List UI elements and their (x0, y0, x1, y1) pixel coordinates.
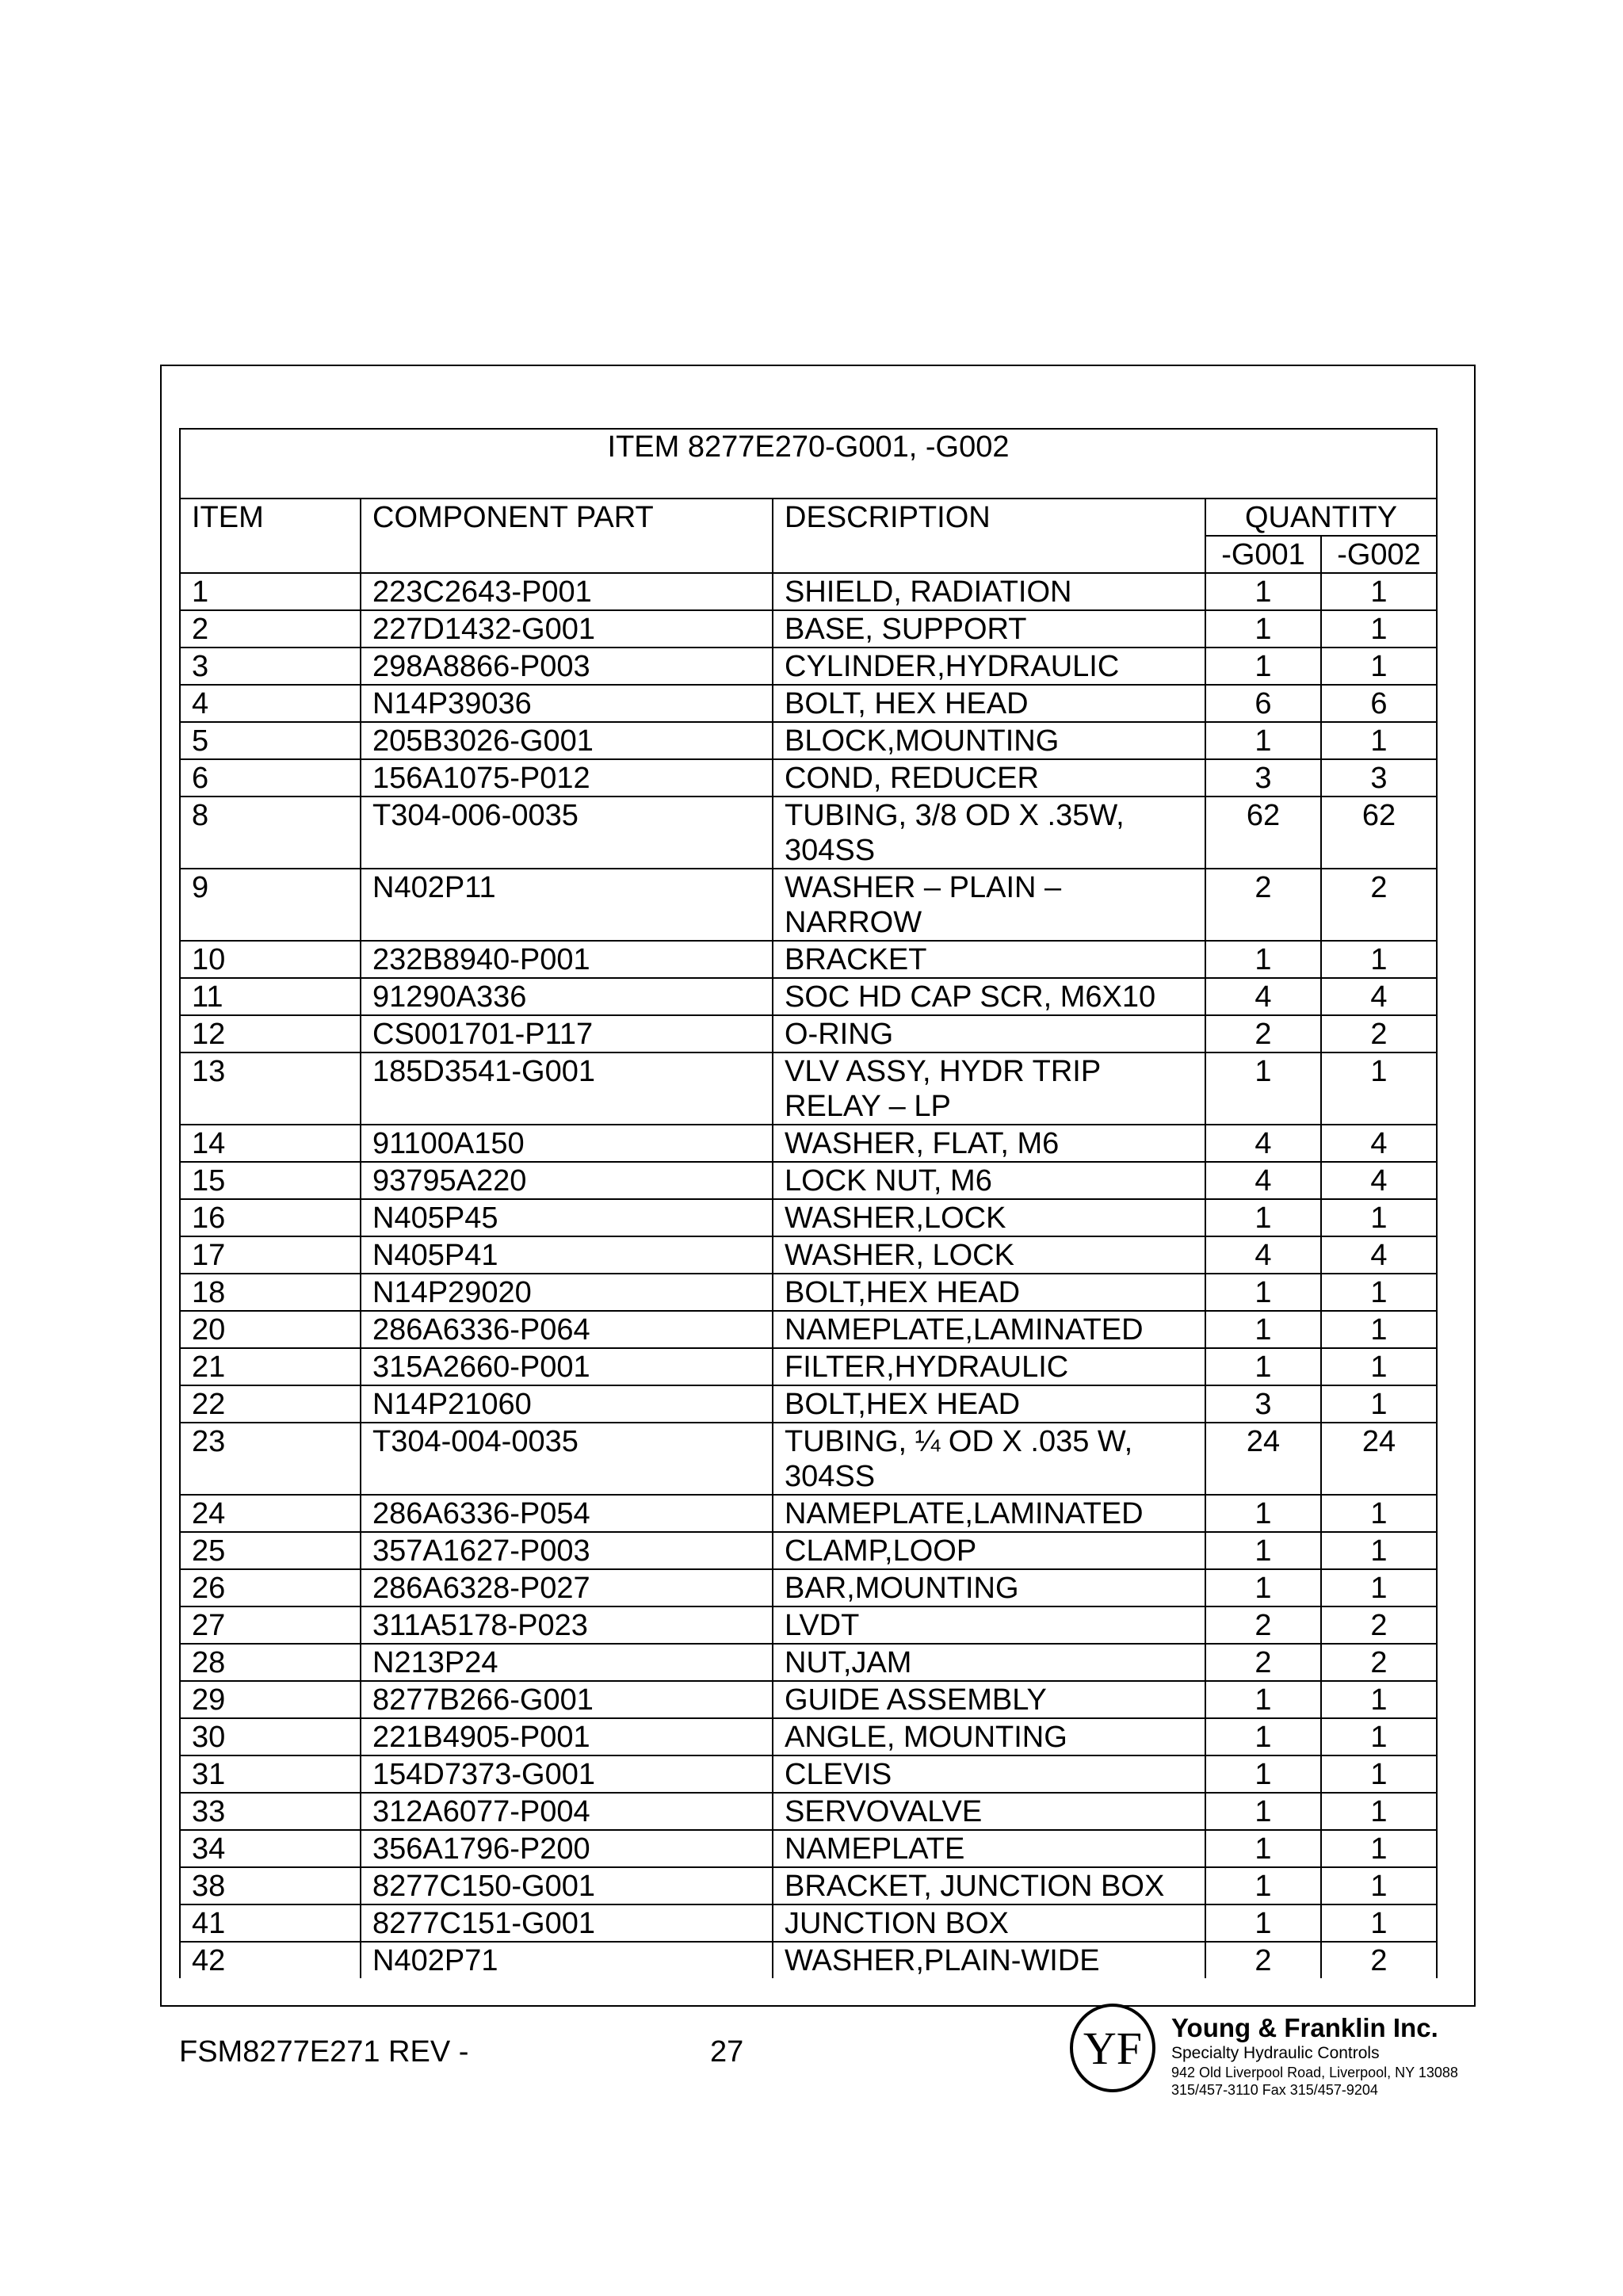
cell-item: 30 (180, 1718, 361, 1755)
cell-description: NAMEPLATE (773, 1830, 1205, 1867)
cell-component-part: 8277C150-G001 (361, 1867, 773, 1904)
bill-of-materials-table (179, 428, 1438, 1978)
table-row (180, 1125, 1437, 1162)
cell-description: COND, REDUCER (773, 759, 1205, 797)
cell-description: FILTER,HYDRAULIC (773, 1348, 1205, 1385)
cell-qty-g002: 1 (1321, 1830, 1437, 1867)
cell-qty-g001: 1 (1205, 1830, 1321, 1867)
cell-qty-g001: 1 (1205, 1348, 1321, 1385)
cell-description: WASHER,LOCK (773, 1199, 1205, 1236)
cell-item: 28 (180, 1644, 361, 1681)
cell-qty-g001: 4 (1205, 1236, 1321, 1274)
cell-component-part: N14P29020 (361, 1274, 773, 1311)
company-name: Young & Franklin Inc. (1171, 2013, 1438, 2042)
cell-component-part: CS001701-P117 (361, 1015, 773, 1052)
cell-component-part: 311A5178-P023 (361, 1606, 773, 1644)
cell-qty-g002: 1 (1321, 1199, 1437, 1236)
table-row (180, 1199, 1437, 1236)
cell-qty-g001: 1 (1205, 648, 1321, 685)
cell-description: O-RING (773, 1015, 1205, 1052)
cell-qty-g002: 4 (1321, 1125, 1437, 1162)
table-row (180, 610, 1437, 648)
cell-component-part: 93795A220 (361, 1162, 773, 1199)
cell-component-part: 232B8940-P001 (361, 941, 773, 978)
cell-qty-g001: 1 (1205, 722, 1321, 759)
table-row (180, 1718, 1437, 1755)
cell-qty-g002: 1 (1321, 1681, 1437, 1718)
cell-qty-g002: 2 (1321, 1942, 1437, 1978)
table-row (180, 1793, 1437, 1830)
page-number: 27 (710, 2035, 744, 2069)
cell-item: 6 (180, 759, 361, 797)
cell-item: 42 (180, 1942, 361, 1978)
logo-letters: YF (1083, 2023, 1143, 2074)
company-phone: 315/457-3110 Fax 315/457-9204 (1171, 2082, 1378, 2098)
cell-description: WASHER – PLAIN – NARROW (773, 869, 1205, 941)
table-row (180, 648, 1437, 685)
cell-description: CYLINDER,HYDRAULIC (773, 648, 1205, 685)
cell-qty-g002: 1 (1321, 573, 1437, 610)
cell-qty-g002: 4 (1321, 1236, 1437, 1274)
table-row (180, 869, 1437, 941)
cell-qty-g002: 1 (1321, 941, 1437, 978)
cell-item: 15 (180, 1162, 361, 1199)
cell-item: 1 (180, 573, 361, 610)
cell-qty-g001: 1 (1205, 1532, 1321, 1569)
cell-item: 18 (180, 1274, 361, 1311)
cell-description: WASHER,PLAIN-WIDE (773, 1942, 1205, 1978)
cell-description: BASE, SUPPORT (773, 610, 1205, 648)
cell-qty-g001: 6 (1205, 685, 1321, 722)
cell-description: LOCK NUT, M6 (773, 1162, 1205, 1199)
cell-item: 20 (180, 1311, 361, 1348)
cell-component-part: N14P21060 (361, 1385, 773, 1423)
cell-item: 27 (180, 1606, 361, 1644)
cell-component-part: 154D7373-G001 (361, 1755, 773, 1793)
cell-qty-g002: 1 (1321, 722, 1437, 759)
table-row (180, 797, 1437, 869)
table-body (180, 573, 1437, 1978)
cell-description: BOLT,HEX HEAD (773, 1385, 1205, 1423)
cell-component-part: 286A6336-P064 (361, 1311, 773, 1348)
cell-component-part: 356A1796-P200 (361, 1830, 773, 1867)
cell-description: BOLT,HEX HEAD (773, 1274, 1205, 1311)
cell-item: 24 (180, 1495, 361, 1532)
cell-qty-g002: 62 (1321, 797, 1437, 869)
cell-qty-g001: 2 (1205, 1942, 1321, 1978)
table-row (180, 1569, 1437, 1606)
company-block (1171, 2013, 1458, 2099)
cell-item: 8 (180, 797, 361, 869)
cell-component-part: N213P24 (361, 1644, 773, 1681)
table-row (180, 1644, 1437, 1681)
cell-qty-g002: 2 (1321, 869, 1437, 941)
cell-qty-g001: 3 (1205, 1385, 1321, 1423)
cell-qty-g002: 2 (1321, 1606, 1437, 1644)
cell-qty-g001: 2 (1205, 1015, 1321, 1052)
cell-component-part: N402P71 (361, 1942, 773, 1978)
cell-qty-g002: 1 (1321, 1311, 1437, 1348)
cell-item: 3 (180, 648, 361, 685)
header-component-part: COMPONENT PART (361, 499, 773, 573)
cell-item: 12 (180, 1015, 361, 1052)
cell-description: NAMEPLATE,LAMINATED (773, 1311, 1205, 1348)
header-g001: -G001 (1205, 536, 1321, 573)
cell-component-part: 8277C151-G001 (361, 1904, 773, 1942)
cell-qty-g002: 3 (1321, 759, 1437, 797)
cell-component-part: N14P39036 (361, 685, 773, 722)
cell-qty-g001: 4 (1205, 1125, 1321, 1162)
cell-description: SERVOVALVE (773, 1793, 1205, 1830)
table-title-row (180, 429, 1437, 499)
table-row (180, 1311, 1437, 1348)
cell-qty-g002: 24 (1321, 1423, 1437, 1495)
header-quantity: QUANTITY (1205, 499, 1437, 536)
cell-qty-g001: 1 (1205, 1904, 1321, 1942)
header-item: ITEM (180, 499, 361, 573)
cell-component-part: 286A6328-P027 (361, 1569, 773, 1606)
cell-qty-g002: 1 (1321, 1274, 1437, 1311)
cell-qty-g001: 1 (1205, 941, 1321, 978)
cell-item: 22 (180, 1385, 361, 1423)
cell-description: VLV ASSY, HYDR TRIP RELAY – LP (773, 1052, 1205, 1125)
cell-qty-g001: 2 (1205, 1606, 1321, 1644)
company-address: 942 Old Liverpool Road, Liverpool, NY 13088 (1171, 2065, 1458, 2080)
header-g002: -G002 (1321, 536, 1437, 573)
cell-qty-g002: 1 (1321, 610, 1437, 648)
cell-qty-g001: 1 (1205, 1274, 1321, 1311)
cell-component-part: T304-006-0035 (361, 797, 773, 869)
cell-qty-g001: 24 (1205, 1423, 1321, 1495)
cell-qty-g001: 1 (1205, 1755, 1321, 1793)
table-row (180, 685, 1437, 722)
cell-qty-g002: 1 (1321, 1532, 1437, 1569)
table-row (180, 1755, 1437, 1793)
cell-component-part: 156A1075-P012 (361, 759, 773, 797)
cell-item: 25 (180, 1532, 361, 1569)
cell-qty-g001: 1 (1205, 1793, 1321, 1830)
cell-description: TUBING, 3/8 OD X .35W, 304SS (773, 797, 1205, 869)
header-row (180, 499, 1437, 536)
cell-description: NAMEPLATE,LAMINATED (773, 1495, 1205, 1532)
table-row (180, 1867, 1437, 1904)
table-row (180, 1162, 1437, 1199)
cell-component-part: N402P11 (361, 869, 773, 941)
cell-description: LVDT (773, 1606, 1205, 1644)
cell-item: 26 (180, 1569, 361, 1606)
cell-description: BLOCK,MOUNTING (773, 722, 1205, 759)
company-logo (1068, 2004, 1157, 2092)
cell-description: BRACKET (773, 941, 1205, 978)
cell-qty-g002: 1 (1321, 1867, 1437, 1904)
cell-component-part: 357A1627-P003 (361, 1532, 773, 1569)
table-row (180, 1385, 1437, 1423)
table-row (180, 573, 1437, 610)
cell-qty-g002: 1 (1321, 648, 1437, 685)
table-row (180, 1532, 1437, 1569)
cell-qty-g002: 2 (1321, 1644, 1437, 1681)
cell-qty-g001: 1 (1205, 1199, 1321, 1236)
cell-description: CLAMP,LOOP (773, 1532, 1205, 1569)
cell-item: 16 (180, 1199, 361, 1236)
document-id: FSM8277E271 REV - (179, 2035, 469, 2069)
cell-qty-g001: 4 (1205, 978, 1321, 1015)
cell-qty-g001: 1 (1205, 1311, 1321, 1348)
cell-qty-g001: 1 (1205, 1495, 1321, 1532)
table-row (180, 1423, 1437, 1495)
cell-qty-g001: 1 (1205, 1052, 1321, 1125)
table-row (180, 978, 1437, 1015)
cell-component-part: N405P41 (361, 1236, 773, 1274)
cell-component-part: N405P45 (361, 1199, 773, 1236)
table-row (180, 1942, 1437, 1978)
table-row (180, 1236, 1437, 1274)
table-row (180, 722, 1437, 759)
cell-item: 5 (180, 722, 361, 759)
cell-qty-g001: 1 (1205, 1867, 1321, 1904)
cell-component-part: 286A6336-P054 (361, 1495, 773, 1532)
cell-item: 10 (180, 941, 361, 978)
cell-description: TUBING, ¼ OD X .035 W, 304SS (773, 1423, 1205, 1495)
table-row (180, 1274, 1437, 1311)
cell-component-part: 185D3541-G001 (361, 1052, 773, 1125)
table-row (180, 941, 1437, 978)
cell-qty-g001: 2 (1205, 1644, 1321, 1681)
cell-description: BOLT, HEX HEAD (773, 685, 1205, 722)
cell-qty-g001: 1 (1205, 1569, 1321, 1606)
cell-component-part: 227D1432-G001 (361, 610, 773, 648)
cell-description: JUNCTION BOX (773, 1904, 1205, 1942)
cell-description: SOC HD CAP SCR, M6X10 (773, 978, 1205, 1015)
cell-item: 2 (180, 610, 361, 648)
cell-qty-g002: 1 (1321, 1793, 1437, 1830)
cell-description: BRACKET, JUNCTION BOX (773, 1867, 1205, 1904)
table-row (180, 1495, 1437, 1532)
cell-qty-g001: 1 (1205, 573, 1321, 610)
cell-qty-g002: 1 (1321, 1495, 1437, 1532)
cell-qty-g002: 2 (1321, 1015, 1437, 1052)
cell-component-part: 223C2643-P001 (361, 573, 773, 610)
cell-item: 38 (180, 1867, 361, 1904)
cell-qty-g002: 1 (1321, 1718, 1437, 1755)
cell-description: NUT,JAM (773, 1644, 1205, 1681)
cell-component-part: 205B3026-G001 (361, 722, 773, 759)
cell-item: 4 (180, 685, 361, 722)
cell-item: 31 (180, 1755, 361, 1793)
cell-item: 41 (180, 1904, 361, 1942)
cell-item: 17 (180, 1236, 361, 1274)
cell-qty-g001: 3 (1205, 759, 1321, 797)
table-row (180, 1052, 1437, 1125)
cell-description: GUIDE ASSEMBLY (773, 1681, 1205, 1718)
cell-description: CLEVIS (773, 1755, 1205, 1793)
cell-component-part: 91290A336 (361, 978, 773, 1015)
cell-description: BAR,MOUNTING (773, 1569, 1205, 1606)
cell-component-part: 312A6077-P004 (361, 1793, 773, 1830)
header-description: DESCRIPTION (773, 499, 1205, 573)
table-row (180, 1681, 1437, 1718)
cell-qty-g001: 4 (1205, 1162, 1321, 1199)
cell-item: 9 (180, 869, 361, 941)
cell-qty-g002: 1 (1321, 1755, 1437, 1793)
table-row (180, 759, 1437, 797)
cell-component-part: 221B4905-P001 (361, 1718, 773, 1755)
cell-description: SHIELD, RADIATION (773, 573, 1205, 610)
cell-description: WASHER, FLAT, M6 (773, 1125, 1205, 1162)
cell-item: 34 (180, 1830, 361, 1867)
cell-component-part: 298A8866-P003 (361, 648, 773, 685)
company-tagline: Specialty Hydraulic Controls (1171, 2044, 1380, 2062)
cell-qty-g002: 4 (1321, 1162, 1437, 1199)
cell-component-part: 91100A150 (361, 1125, 773, 1162)
cell-qty-g002: 4 (1321, 978, 1437, 1015)
cell-qty-g001: 1 (1205, 1681, 1321, 1718)
cell-component-part: T304-004-0035 (361, 1423, 773, 1495)
table-row (180, 1830, 1437, 1867)
cell-qty-g002: 1 (1321, 1348, 1437, 1385)
cell-item: 29 (180, 1681, 361, 1718)
cell-qty-g002: 6 (1321, 685, 1437, 722)
cell-item: 23 (180, 1423, 361, 1495)
cell-qty-g001: 2 (1205, 869, 1321, 941)
table-row (180, 1904, 1437, 1942)
cell-qty-g002: 1 (1321, 1904, 1437, 1942)
cell-description: WASHER, LOCK (773, 1236, 1205, 1274)
cell-component-part: 8277B266-G001 (361, 1681, 773, 1718)
table-title: ITEM 8277E270-G001, -G002 (180, 429, 1437, 499)
cell-qty-g001: 1 (1205, 610, 1321, 648)
table-row (180, 1015, 1437, 1052)
cell-item: 21 (180, 1348, 361, 1385)
cell-description: ANGLE, MOUNTING (773, 1718, 1205, 1755)
cell-qty-g002: 1 (1321, 1385, 1437, 1423)
cell-qty-g002: 1 (1321, 1052, 1437, 1125)
cell-qty-g001: 1 (1205, 1718, 1321, 1755)
cell-qty-g002: 1 (1321, 1569, 1437, 1606)
table-row (180, 1348, 1437, 1385)
cell-component-part: 315A2660-P001 (361, 1348, 773, 1385)
cell-item: 13 (180, 1052, 361, 1125)
cell-item: 11 (180, 978, 361, 1015)
table-row (180, 1606, 1437, 1644)
cell-item: 14 (180, 1125, 361, 1162)
cell-item: 33 (180, 1793, 361, 1830)
cell-qty-g001: 62 (1205, 797, 1321, 869)
